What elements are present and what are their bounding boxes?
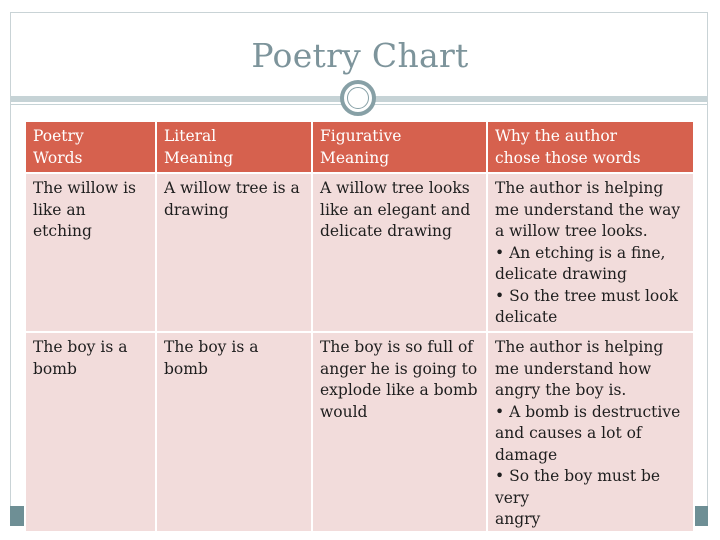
table-cell-why-author [487,332,694,532]
cell-line: • A bomb is destructive [495,402,681,421]
cell-line: explode like a bomb [320,381,478,399]
cell-line: me understand how [495,359,652,378]
cell-line: damage [495,445,558,464]
header-why-author [487,121,694,173]
header-line: chose those words [495,148,641,167]
header-literal-meaning [156,121,312,173]
cell-line: • An etching is a fine, [495,243,666,262]
cell-line: like an etching [33,200,92,240]
cell-line: The boy is a [33,338,128,356]
cell-line: would [320,402,368,421]
table-cell-why-author [487,173,694,332]
cell-line: delicate drawing [320,222,452,240]
cell-line: The willow is [33,179,136,197]
cell-line: angry the boy is. [495,381,627,399]
cell-line: like an elegant and [320,200,471,219]
slide-title: Poetry Chart [251,36,469,75]
table-header-row [25,121,694,173]
cell-line: A willow tree looks [320,179,470,197]
header-line: Words [33,148,83,167]
header-figurative-meaning [312,121,487,173]
header-line: Figurative [320,127,402,145]
table-cell-literal-meaning [156,173,312,332]
cell-line: bomb [33,359,77,378]
header-poetry-words [25,121,156,173]
cell-line: The author is helping [495,179,664,197]
cell-line: • So the boy must be very [495,467,661,507]
cell-line: angry [495,510,541,528]
cell-line: me understand the way [495,200,681,219]
cell-line: anger he is going to [320,359,478,378]
cell-line: delicate drawing [495,265,627,283]
header-line: Literal [164,127,217,145]
table-row [25,332,694,532]
header-line: Poetry [33,127,84,145]
cell-line: The author is helping [495,338,664,356]
table-cell-poetry-words [25,332,156,532]
circle-ornament-icon [340,80,376,116]
cell-line: A willow tree is a [164,179,300,197]
cell-line: bomb [164,359,208,378]
cell-line: The boy is so full of [320,338,474,356]
table-row [25,173,694,332]
cell-line: and causes a lot of [495,424,642,442]
table-cell-literal-meaning [156,332,312,532]
table-cell-figurative-meaning [312,332,487,532]
poetry-chart-table [24,120,695,533]
cell-line: The boy is a [164,338,259,356]
header-line: Meaning [164,148,234,167]
cell-line: delicate [495,308,558,326]
table-cell-figurative-meaning [312,173,487,332]
cell-line: • So the tree must look [495,286,678,305]
table-cell-poetry-words [25,173,156,332]
header-line: Why the author [495,127,618,145]
header-line: Meaning [320,148,390,167]
cell-line: drawing [164,200,229,219]
cell-line: a willow tree looks. [495,222,648,240]
